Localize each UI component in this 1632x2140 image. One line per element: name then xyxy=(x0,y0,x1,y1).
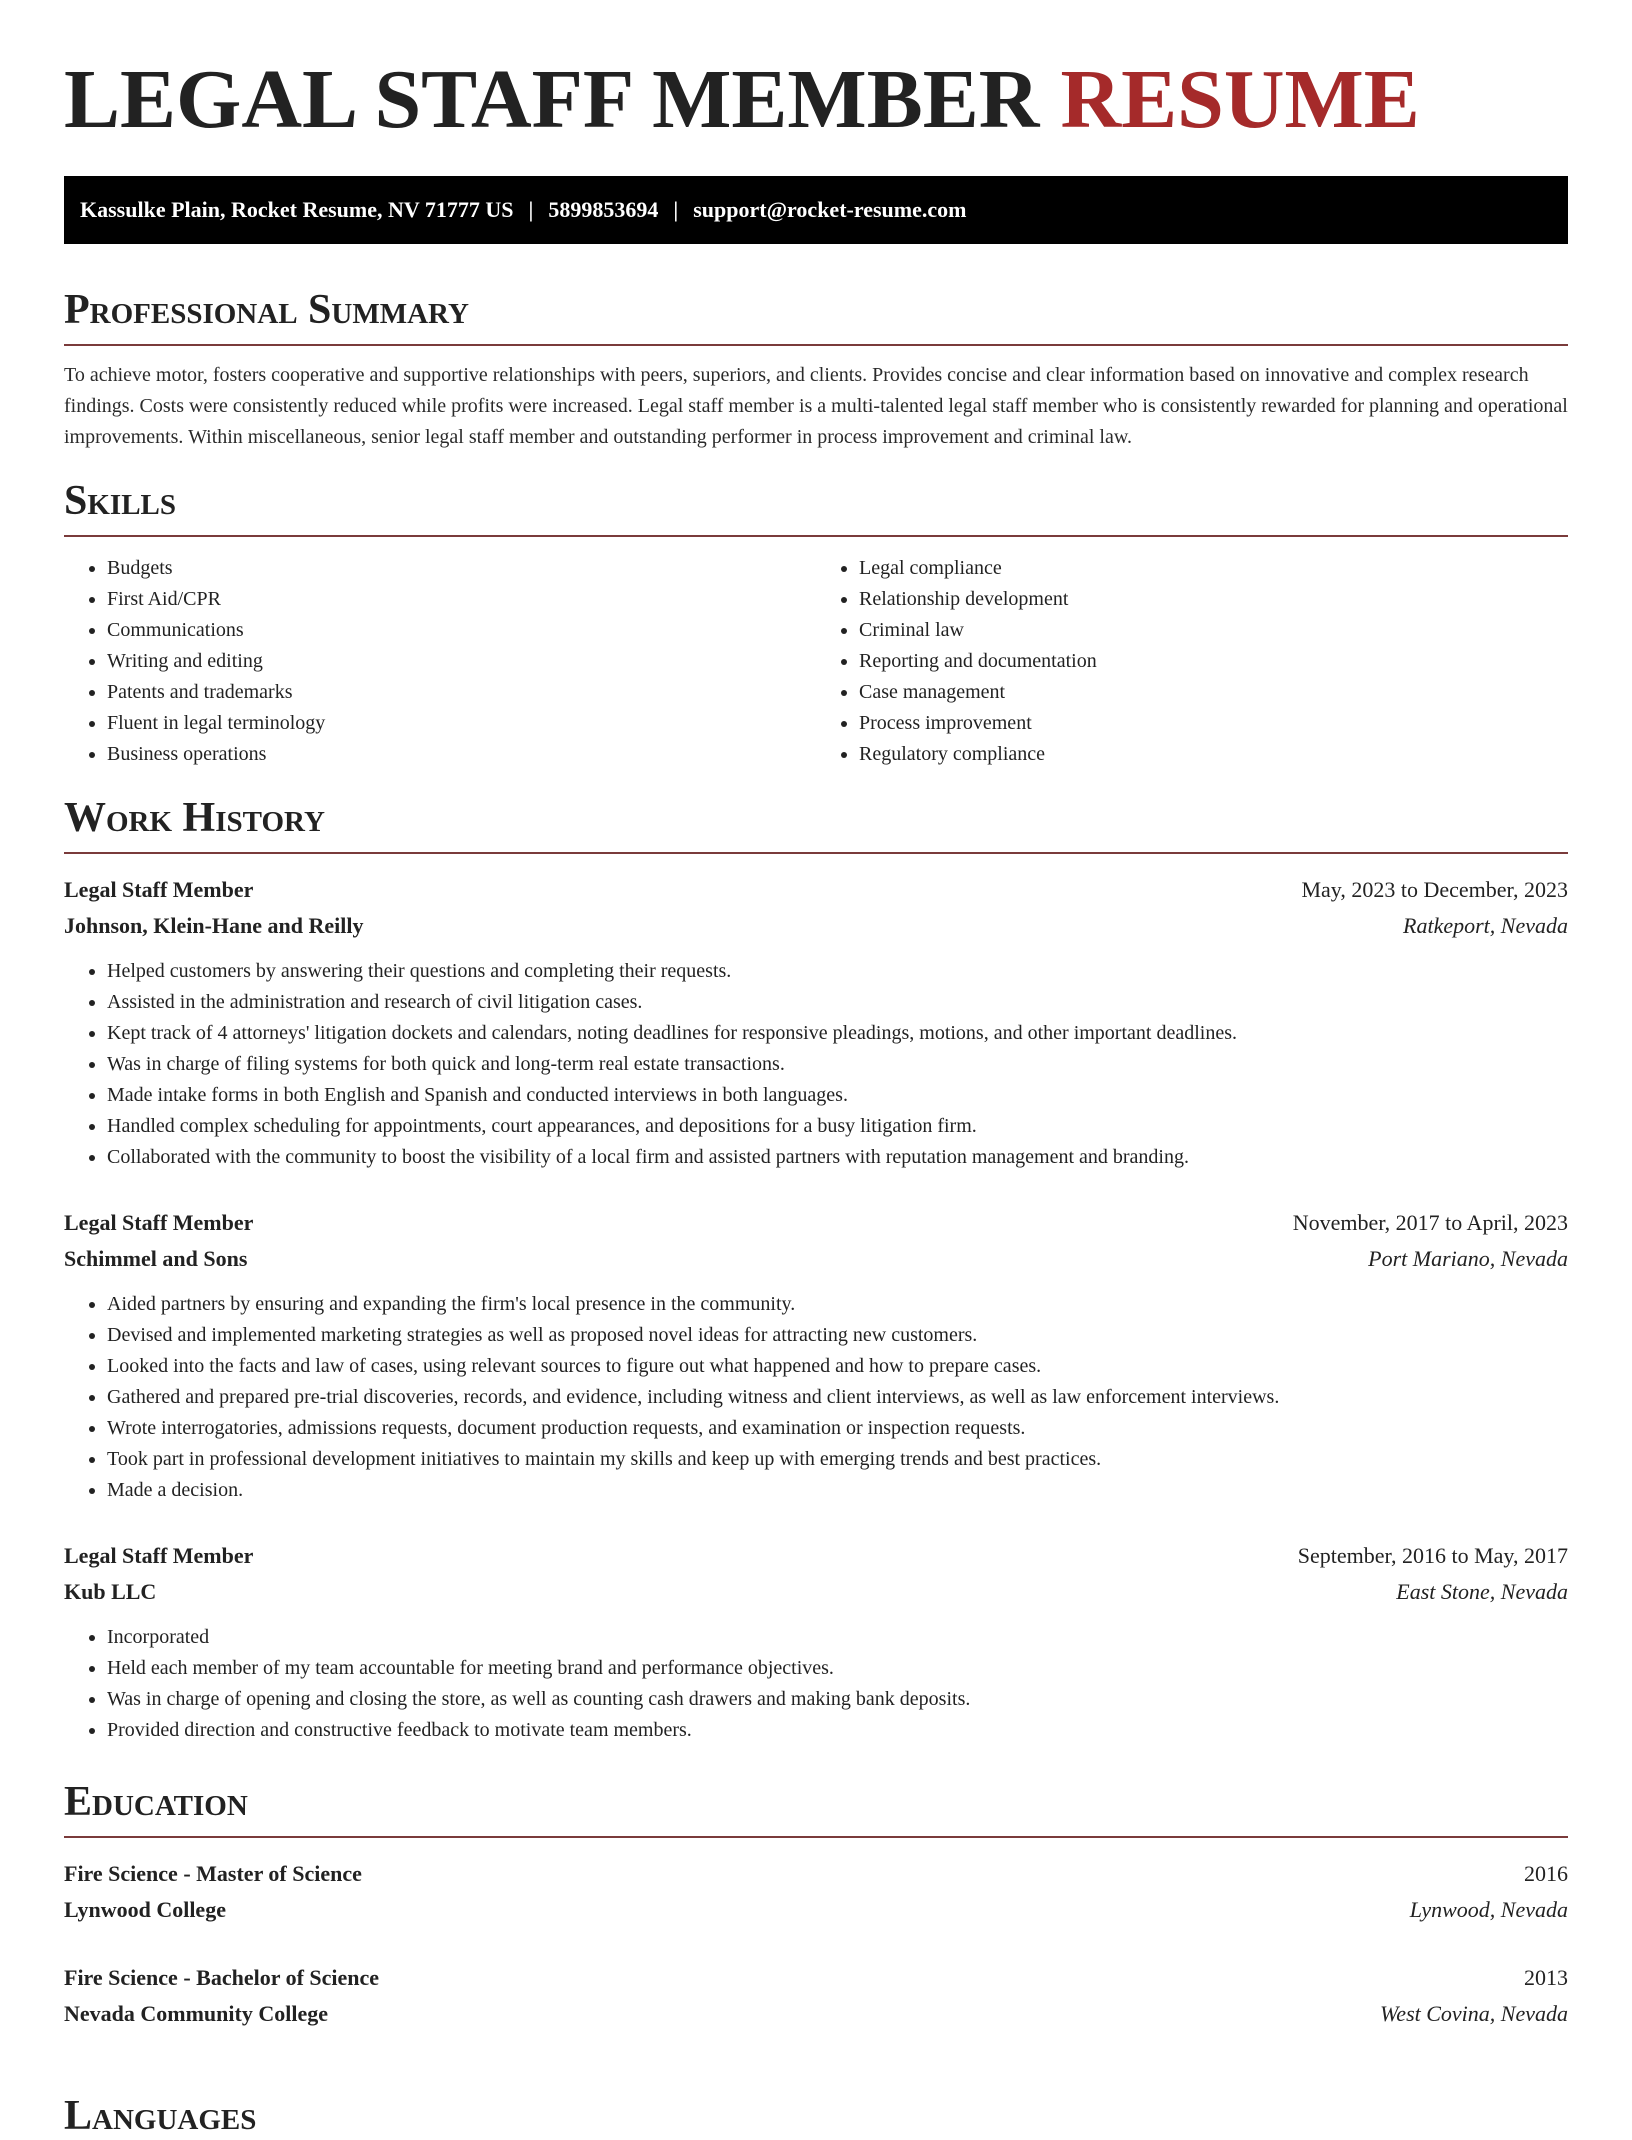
job-dates: September, 2016 to May, 2017 xyxy=(1297,1543,1568,1568)
education-school-row xyxy=(64,1996,1568,2032)
job-bullet: • Helped customers by answering their questions and completing their requests. xyxy=(107,956,1568,987)
job-company: Kub LLC xyxy=(64,1579,157,1604)
skill-item: • Process improvement xyxy=(859,708,1568,739)
job-bullet: • Held each member of my team accountable for meeting brand and performance objectives. xyxy=(107,1653,1568,1684)
skill-item: • Communications xyxy=(107,615,816,646)
job-location: Port Mariano, Nevada xyxy=(1368,1246,1568,1271)
education-heading: Education xyxy=(64,1778,1568,1838)
contact-bar xyxy=(64,176,1568,244)
skills-list-right xyxy=(816,553,1568,770)
job-title: Legal Staff Member xyxy=(64,877,254,902)
job-title: Legal Staff Member xyxy=(64,1543,254,1568)
skills-heading: Skills xyxy=(64,477,1568,537)
job-bullet: • Kept track of 4 attorneys' litigation dockets and calendars, noting deadlines for responsive pleadings, motions, and other important deadlines. xyxy=(107,1018,1568,1049)
job-bullet: • Was in charge of filing systems for both quick and long-term real estate transactions. xyxy=(107,1049,1568,1080)
skill-item: • Relationship development xyxy=(859,584,1568,615)
job-title-row xyxy=(64,872,1568,908)
job-title-row xyxy=(64,1205,1568,1241)
job-company-row xyxy=(64,1241,1568,1277)
job-bullet: • Collaborated with the community to boost the visibility of a local firm and assisted partners with reputation management and branding. xyxy=(107,1142,1568,1173)
contact-separator: | xyxy=(673,197,679,222)
skill-item: • Fluent in legal terminology xyxy=(107,708,816,739)
education-entry xyxy=(64,1960,1568,2032)
skill-item: • Writing and editing xyxy=(107,646,816,677)
education-year: 2016 xyxy=(1524,1861,1568,1886)
job-entry xyxy=(64,872,1568,1173)
summary-heading: Professional Summary xyxy=(64,286,1568,346)
job-entry xyxy=(64,1538,1568,1746)
job-title: Legal Staff Member xyxy=(64,1210,254,1235)
job-bullet: • Provided direction and constructive feedback to motivate team members. xyxy=(107,1715,1568,1746)
job-bullet: • Was in charge of opening and closing the store, as well as counting cash drawers and making bank deposits. xyxy=(107,1684,1568,1715)
title-main: LEGAL STAFF MEMBER xyxy=(64,53,1040,146)
contact-separator: | xyxy=(528,197,534,222)
skill-item: • First Aid/CPR xyxy=(107,584,816,615)
job-company: Johnson, Klein-Hane and Reilly xyxy=(64,913,364,938)
job-bullet: • Devised and implemented marketing strategies as well as proposed novel ideas for attracting new customers. xyxy=(107,1320,1568,1351)
job-dates: November, 2017 to April, 2023 xyxy=(1292,1210,1568,1235)
skills-grid xyxy=(64,553,1568,770)
job-title-row xyxy=(64,1538,1568,1574)
skill-item: • Business operations xyxy=(107,739,816,770)
education-school: Lynwood College xyxy=(64,1897,226,1922)
skill-item: • Budgets xyxy=(107,553,816,584)
resume-title xyxy=(64,0,1568,146)
job-company-row xyxy=(64,1574,1568,1610)
skill-item: • Reporting and documentation xyxy=(859,646,1568,677)
contact-address: Kassulke Plain, Rocket Resume, NV 71777 US xyxy=(80,197,514,222)
job-bullet: • Made a decision. xyxy=(107,1475,1568,1506)
education-location: West Covina, Nevada xyxy=(1380,2001,1568,2026)
skill-item: • Criminal law xyxy=(859,615,1568,646)
job-bullet: • Incorporated xyxy=(107,1622,1568,1653)
job-company: Schimmel and Sons xyxy=(64,1246,248,1271)
job-bullet: • Handled complex scheduling for appointments, court appearances, and depositions for a busy litigation firm. xyxy=(107,1111,1568,1142)
skills-list-left xyxy=(64,553,816,770)
languages-heading: Languages xyxy=(64,2093,257,2139)
job-bullet: • Aided partners by ensuring and expanding the firm's local presence in the community. xyxy=(107,1289,1568,1320)
skill-item: • Case management xyxy=(859,677,1568,708)
skill-item: • Legal compliance xyxy=(859,553,1568,584)
job-bullets xyxy=(64,1622,1568,1746)
skill-item: • Patents and trademarks xyxy=(107,677,816,708)
summary-text: To achieve motor, fosters cooperative and supportive relationships with peers, superiors, and clients. Provides concise and clear information based on innovative and complex research findings. Costs were consistently reduced while profits were increased. Legal staff member is a multi-talented legal staff member who is consistently rewarded for planning and operational improvements. Within miscellaneous, senior legal staff member and outstanding performer in process improvement and criminal law. xyxy=(64,364,1568,448)
education-degree: Fire Science - Master of Science xyxy=(64,1861,362,1886)
job-dates: May, 2023 to December, 2023 xyxy=(1301,877,1568,902)
education-degree: Fire Science - Bachelor of Science xyxy=(64,1965,380,1990)
contact-email: support@rocket-resume.com xyxy=(693,197,967,222)
job-bullet: • Gathered and prepared pre-trial discoveries, records, and evidence, including witness and client interviews, as well as law enforcement interviews. xyxy=(107,1382,1568,1413)
job-bullet: • Wrote interrogatories, admissions requests, document production requests, and examination or inspection requests. xyxy=(107,1413,1568,1444)
title-accent: RESUME xyxy=(1060,53,1420,146)
job-location: East Stone, Nevada xyxy=(1396,1579,1568,1604)
job-bullet: • Looked into the facts and law of cases, using relevant sources to figure out what happened and how to prepare cases. xyxy=(107,1351,1568,1382)
job-company-row xyxy=(64,908,1568,944)
job-location: Ratkeport, Nevada xyxy=(1403,913,1568,938)
job-bullets xyxy=(64,956,1568,1173)
education-school: Nevada Community College xyxy=(64,2001,328,2026)
job-bullet: • Assisted in the administration and research of civil litigation cases. xyxy=(107,987,1568,1018)
job-bullet: • Took part in professional development initiatives to maintain my skills and keep up with emerging trends and best practices. xyxy=(107,1444,1568,1475)
contact-phone: 5899853694 xyxy=(548,197,659,222)
education-year: 2013 xyxy=(1524,1965,1568,1990)
work-history-heading: Work History xyxy=(64,794,1568,854)
education-school-row xyxy=(64,1892,1568,1928)
job-entry xyxy=(64,1205,1568,1506)
education-degree-row xyxy=(64,1960,1568,1996)
job-bullet: • Made intake forms in both English and Spanish and conducted interviews in both languages. xyxy=(107,1080,1568,1111)
education-degree-row xyxy=(64,1856,1568,1892)
education-location: Lynwood, Nevada xyxy=(1409,1897,1568,1922)
education-entry xyxy=(64,1856,1568,1928)
skill-item: • Regulatory compliance xyxy=(859,739,1568,770)
job-bullets xyxy=(64,1289,1568,1506)
